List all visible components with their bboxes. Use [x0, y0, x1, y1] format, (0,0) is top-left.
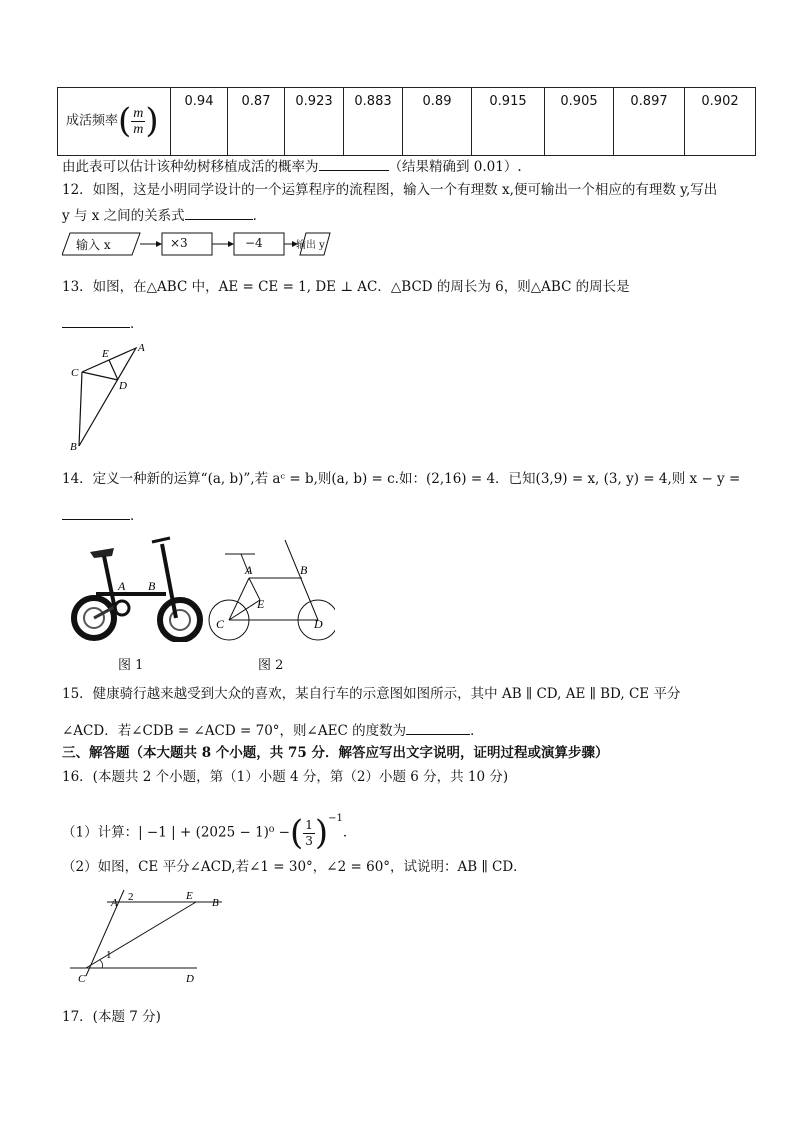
label-a: A [245, 563, 253, 577]
fraction [303, 818, 315, 849]
flow-input-label: 输入 x [76, 238, 111, 252]
label-b: B [300, 563, 308, 577]
row-label-cell [58, 88, 171, 156]
section3-heading: 三、解答题（本大题共 8 个小题，共 75 分．解答应写出文字说明，证明过程或演算步骤） [62, 745, 609, 761]
table-cell: 0.89 [403, 88, 472, 156]
label-e: E [102, 348, 109, 360]
label-angle2: 2 [128, 891, 134, 903]
table-cell: 0.923 [285, 88, 344, 156]
q13-line2 [62, 313, 144, 333]
flow-multiply-label: ×3 [170, 236, 188, 250]
label-a: A [111, 897, 118, 909]
label-b: B [212, 897, 219, 909]
photo-label-b: B [148, 579, 156, 593]
q14-line1: 14．定义一种新的运算“(a, b)”,若 aᶜ = b,则(a, b) = c.如：(2,16) = 4．已知(3,9) = x, (3, y) = 4,则 x − y = [62, 471, 741, 487]
q16-part1-text: （1）计算：| −1 | + (2025 − 1)⁰ − [62, 824, 290, 841]
right-paren: ) [145, 101, 159, 141]
q16-part1 [62, 813, 357, 853]
line-ac [86, 890, 124, 976]
q12-text: y 与 x 之间的关系式 [62, 208, 185, 224]
handlebar [152, 538, 170, 542]
q16-part2: （2）如图，CE 平分∠ACD,若∠1 = 30°，∠2 = 60°，试说明：AB ∥ CD． [62, 859, 527, 875]
bike-seat [90, 548, 114, 558]
table-cell: 0.883 [344, 88, 403, 156]
label-b: B [70, 441, 77, 452]
q16-parallel-lines-figure [62, 886, 232, 990]
line-ce [86, 902, 196, 968]
label-angle1: 1 [106, 949, 112, 961]
answer-blank[interactable] [185, 205, 253, 220]
q12-line1: 12．如图，这是小明同学设计的一个运算程序的流程图，输入一个有理数 x,便可输出一个相应的有理数 y,写出 [62, 182, 718, 198]
bicycle-photo [66, 534, 206, 642]
q16-part1-end: ． [342, 824, 357, 841]
segment-de [109, 360, 118, 380]
fraction-numerator: m [133, 105, 144, 121]
table-row [58, 88, 756, 156]
figure1-caption: 图 1 [118, 658, 144, 673]
fraction-denominator: 3 [305, 833, 313, 848]
q13-end: ． [130, 316, 144, 332]
table-cell: 0.902 [685, 88, 756, 156]
flow-output-label: 输出 y [296, 240, 325, 251]
photo-label-a: A [118, 579, 126, 593]
bicycle-schematic [205, 538, 335, 644]
q13-line1: 13．如图，在△ABC 中，AE = CE = 1, DE ⊥ AC．△BCD 的周长为 6，则△ABC 的周长是 [62, 279, 630, 295]
q15-text: ∠ACD．若∠CDB = ∠ACD = 70°，则∠AEC 的度数为 [62, 723, 407, 739]
answer-blank[interactable] [406, 720, 470, 735]
front-wheel [160, 600, 200, 640]
left-paren: ( [118, 101, 132, 141]
table-cell: 0.94 [171, 88, 228, 156]
q16-heading: 16．(本题共 2 个小题，第（1）小题 4 分，第（2）小题 6 分，共 10 分) [62, 769, 509, 785]
label-d: D [119, 380, 127, 392]
front-hub [170, 610, 190, 630]
label-c: C [216, 617, 225, 631]
fraction-numerator: 1 [305, 817, 313, 832]
answer-blank[interactable] [62, 313, 130, 328]
flow-subtract-label: −4 [245, 236, 263, 250]
table-cell: 0.915 [472, 88, 545, 156]
angle1-arc [100, 960, 103, 968]
triangle-abc [79, 348, 136, 446]
label-c: C [71, 367, 79, 379]
q11-note: （结果精确到 0.01）. [388, 159, 522, 175]
exponent: −1 [328, 813, 343, 824]
crank [115, 601, 129, 615]
left-paren: ( [289, 813, 304, 853]
label-d: D [314, 617, 323, 631]
table-cell: 0.897 [614, 88, 685, 156]
q14-line2 [62, 505, 144, 525]
frequency-table [57, 87, 756, 156]
fraction [131, 106, 145, 137]
q15-end: ． [470, 723, 484, 739]
table-cell: 0.905 [545, 88, 614, 156]
q13-triangle-figure [66, 340, 150, 452]
label-a: A [138, 342, 145, 354]
flow-arrowhead [228, 241, 234, 247]
label-d: D [186, 973, 194, 985]
table-cell: 0.87 [228, 88, 285, 156]
q15-line1: 15．健康骑行越来越受到大众的喜欢，某自行车的示意图如图所示，其中 AB ∥ CD, AE ∥ BD, CE 平分 [62, 686, 681, 702]
fraction-denominator: m [133, 121, 144, 137]
q12-line2 [62, 205, 266, 225]
row-label: 成活频率 [66, 113, 119, 129]
q17-heading: 17．(本题 7 分) [62, 1009, 161, 1025]
label-e: E [257, 597, 265, 611]
segment-cd [82, 372, 118, 380]
answer-blank[interactable] [319, 156, 389, 171]
figure2-caption: 图 2 [258, 658, 284, 673]
right-paren: ) [314, 813, 329, 853]
q12-end: ． [252, 208, 267, 224]
label-c: C [78, 973, 86, 985]
q11-text: 由此表可以估计该种幼树移植成活的概率为 [62, 159, 319, 175]
flow-arrowhead [156, 241, 162, 247]
q14-end: ． [130, 508, 144, 524]
q11-conclusion [62, 156, 522, 176]
q15-line2 [62, 720, 484, 740]
label-e: E [186, 890, 193, 902]
answer-blank[interactable] [62, 505, 130, 520]
